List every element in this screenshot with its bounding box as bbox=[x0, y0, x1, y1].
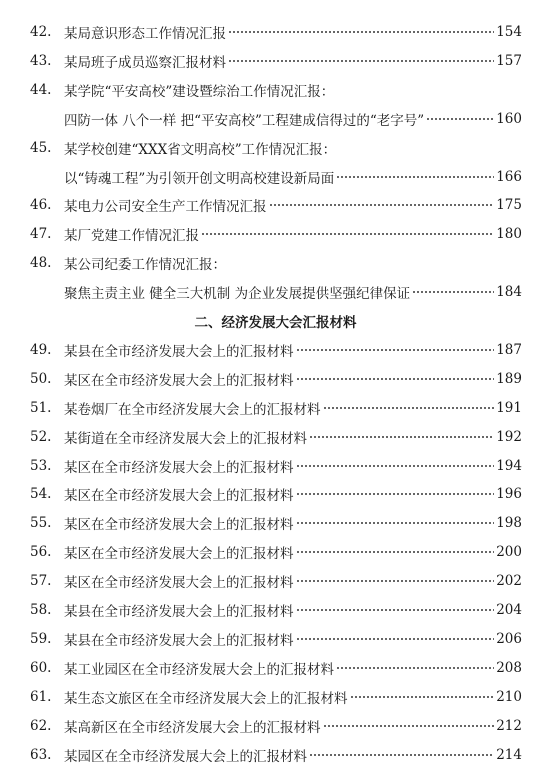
section-heading: 二、经济发展大会汇报材料 bbox=[194, 315, 357, 331]
entry-number: 63. bbox=[30, 746, 52, 763]
dot-leader bbox=[296, 580, 495, 582]
entry-title: 某县在全市经济发展大会上的汇报材料 bbox=[64, 343, 294, 360]
entry-page-number: 160 bbox=[496, 110, 522, 127]
entry-page-number: 175 bbox=[496, 197, 522, 214]
toc-entry[interactable] bbox=[30, 454, 522, 478]
dot-leader bbox=[296, 609, 495, 611]
entry-title: 某局班子成员巡察汇报材料 bbox=[64, 54, 226, 71]
dot-leader bbox=[269, 204, 495, 206]
entry-page-number: 166 bbox=[496, 168, 522, 185]
toc-entry-continuation[interactable] bbox=[30, 280, 522, 304]
entry-page-number: 202 bbox=[496, 573, 522, 590]
dot-leader bbox=[296, 493, 495, 495]
dot-leader bbox=[426, 118, 494, 120]
dot-leader bbox=[296, 465, 495, 467]
entry-page-number: 154 bbox=[496, 24, 522, 40]
entry-title: 以“铸魂工程”为引领开创文明高校建设新局面 bbox=[64, 170, 335, 187]
entry-number: 47. bbox=[30, 226, 52, 243]
entry-number: 56. bbox=[30, 544, 52, 561]
entry-number: 58. bbox=[30, 602, 52, 618]
entry-title: 某高新区在全市经济发展大会上的汇报材料 bbox=[64, 719, 321, 736]
toc-entry-continuation[interactable] bbox=[30, 165, 522, 189]
toc-entry[interactable] bbox=[30, 627, 522, 651]
entry-title: 某区在全市经济发展大会上的汇报材料 bbox=[64, 459, 294, 476]
entry-number: 49. bbox=[30, 341, 52, 358]
dot-leader bbox=[296, 522, 495, 524]
entry-title: 某街道在全市经济发展大会上的汇报材料 bbox=[64, 430, 307, 447]
entry-page-number: 157 bbox=[496, 52, 522, 69]
entry-number: 44. bbox=[30, 81, 52, 98]
entry-number: 62. bbox=[30, 717, 52, 734]
entry-number: 54. bbox=[30, 486, 52, 503]
dot-leader bbox=[323, 725, 495, 727]
entry-number: 55. bbox=[30, 515, 52, 532]
dot-leader bbox=[228, 60, 494, 62]
dot-leader bbox=[323, 407, 495, 409]
toc-entry[interactable] bbox=[30, 193, 522, 217]
entry-page-number: 189 bbox=[496, 370, 522, 387]
entry-title: 某卷烟厂在全市经济发展大会上的汇报材料 bbox=[64, 401, 321, 418]
dot-leader bbox=[350, 696, 495, 698]
toc-entry[interactable] bbox=[30, 598, 522, 622]
dot-leader bbox=[336, 667, 494, 669]
entry-title: 聚焦主责主业 健全三大机制 为企业发展提供坚强纪律保证 bbox=[64, 286, 411, 303]
entry-page-number: 191 bbox=[496, 399, 522, 416]
entry-number: 52. bbox=[30, 428, 52, 445]
entry-number: 51. bbox=[30, 399, 52, 416]
entry-title: 某电力公司安全生产工作情况汇报 bbox=[64, 199, 267, 216]
entry-number: 46. bbox=[30, 197, 52, 214]
toc-entry[interactable] bbox=[30, 425, 522, 449]
toc-entry-continuation[interactable] bbox=[30, 107, 522, 131]
toc-entry[interactable] bbox=[30, 222, 522, 246]
entry-page-number: 192 bbox=[496, 428, 522, 445]
toc-entry[interactable] bbox=[30, 20, 522, 44]
entry-page-number: 214 bbox=[496, 746, 522, 763]
entry-page-number: 206 bbox=[496, 630, 522, 647]
dot-leader bbox=[228, 31, 494, 33]
entry-page-number: 180 bbox=[496, 226, 522, 243]
dot-leader bbox=[309, 436, 494, 438]
entry-number: 42. bbox=[30, 24, 52, 40]
entry-title: 某生态文旅区在全市经济发展大会上的汇报材料 bbox=[64, 690, 348, 707]
entry-page-number: 196 bbox=[496, 486, 522, 503]
toc-entry[interactable] bbox=[30, 251, 522, 275]
toc-entry[interactable] bbox=[30, 78, 522, 102]
dot-leader bbox=[412, 291, 494, 293]
entry-title: 某县在全市经济发展大会上的汇报材料 bbox=[64, 632, 294, 649]
entry-title: 某区在全市经济发展大会上的汇报材料 bbox=[64, 575, 294, 592]
dot-leader bbox=[309, 754, 494, 756]
toc-entry[interactable] bbox=[30, 685, 522, 709]
entry-page-number: 212 bbox=[496, 717, 522, 734]
entry-title: 四防一体 八个一样 把“平安高校”工程建成信得过的“老字号” bbox=[64, 112, 425, 129]
toc-entry[interactable] bbox=[30, 714, 522, 738]
entry-title: 某园区在全市经济发展大会上的汇报材料 bbox=[64, 748, 307, 765]
entry-number: 57. bbox=[30, 573, 52, 590]
entry-page-number: 210 bbox=[496, 688, 522, 705]
entry-page-number: 187 bbox=[496, 341, 522, 358]
dot-leader bbox=[296, 349, 495, 351]
entry-number: 60. bbox=[30, 659, 52, 676]
entry-title: 某区在全市经济发展大会上的汇报材料 bbox=[64, 488, 294, 505]
toc-entry[interactable] bbox=[30, 569, 522, 593]
entry-title: 某工业园区在全市经济发展大会上的汇报材料 bbox=[64, 661, 334, 678]
entry-number: 43. bbox=[30, 52, 52, 69]
toc-entry[interactable] bbox=[30, 511, 522, 535]
dot-leader bbox=[336, 176, 494, 178]
toc-entry[interactable] bbox=[30, 656, 522, 680]
entry-number: 50. bbox=[30, 370, 52, 387]
toc-entry[interactable] bbox=[30, 396, 522, 420]
toc-entry[interactable] bbox=[30, 136, 522, 160]
entry-title: 某县在全市经济发展大会上的汇报材料 bbox=[64, 604, 294, 620]
toc-entry[interactable] bbox=[30, 482, 522, 506]
entry-title: 某公司纪委工作情况汇报： bbox=[64, 257, 226, 274]
entry-title: 某学校创建“XXX省文明高校”工作情况汇报： bbox=[64, 141, 337, 158]
toc-entry[interactable] bbox=[30, 540, 522, 564]
dot-leader bbox=[296, 638, 495, 640]
entry-number: 61. bbox=[30, 688, 52, 705]
entry-page-number: 204 bbox=[496, 602, 522, 618]
entry-title: 某区在全市经济发展大会上的汇报材料 bbox=[64, 517, 294, 534]
toc-entry[interactable] bbox=[30, 743, 522, 767]
entry-title: 某学院“平安高校”建设暨综治工作情况汇报： bbox=[64, 83, 335, 100]
entry-page-number: 200 bbox=[496, 544, 522, 561]
entry-page-number: 184 bbox=[496, 284, 522, 301]
entry-page-number: 194 bbox=[496, 457, 522, 474]
toc-entry[interactable] bbox=[30, 338, 522, 362]
dot-leader bbox=[296, 378, 495, 380]
entry-title: 某厂党建工作情况汇报 bbox=[64, 228, 199, 245]
dot-leader bbox=[201, 233, 494, 235]
entry-number: 45. bbox=[30, 139, 52, 156]
entry-page-number: 208 bbox=[496, 659, 522, 676]
entry-number: 59. bbox=[30, 630, 52, 647]
entry-title: 某区在全市经济发展大会上的汇报材料 bbox=[64, 372, 294, 389]
toc-entry[interactable] bbox=[30, 367, 522, 391]
entry-page-number: 198 bbox=[496, 515, 522, 532]
toc-entry[interactable] bbox=[30, 49, 522, 73]
entry-number: 48. bbox=[30, 255, 52, 272]
entry-number: 53. bbox=[30, 457, 52, 474]
entry-title: 某局意识形态工作情况汇报 bbox=[64, 26, 226, 42]
entry-title: 某区在全市经济发展大会上的汇报材料 bbox=[64, 546, 294, 563]
dot-leader bbox=[296, 551, 495, 553]
